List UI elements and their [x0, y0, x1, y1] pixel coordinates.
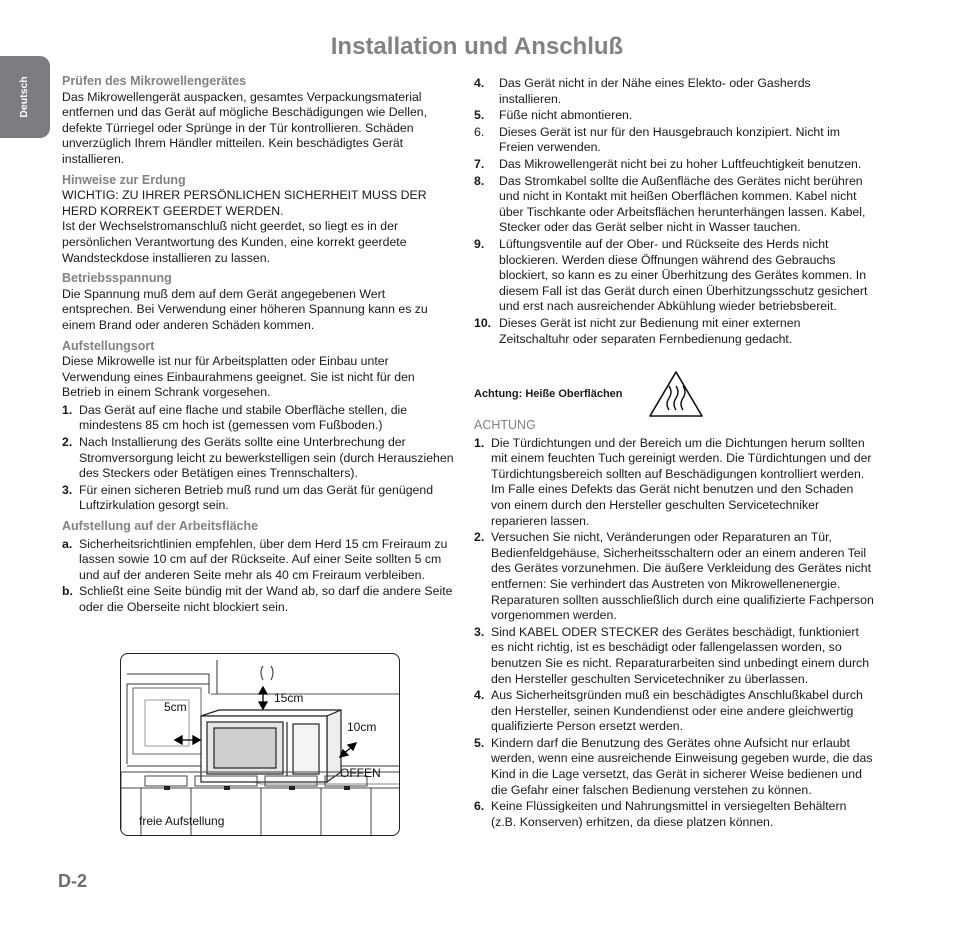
installation-illustration — [120, 653, 400, 836]
item-text: Das Gerät nicht in der Nähe eines Elekto- oder Gasherds installieren. — [499, 76, 811, 106]
page-title: Installation und Anschluß — [330, 33, 624, 60]
item-number: 7. — [474, 156, 485, 171]
offen-label: OFFEN — [340, 766, 381, 780]
section-heading: Aufstellung auf der Arbeitsfläche — [62, 519, 259, 534]
item-text: Für einen sicheren Betrieb muß rund um das Gerät für genügend Luftzirkulation gesorgt sein. — [79, 482, 434, 513]
list-item — [474, 436, 874, 530]
numbered-list — [474, 76, 874, 347]
section-text: Diese Mikrowelle ist nur für Arbeitsplatten oder Einbau unter Verwendung eines Einbaurahmens geeignet. Sie ist nicht für den Betrieb in einem Schrank vorgesehen. — [62, 354, 415, 400]
left-column — [62, 74, 457, 621]
item-text: Füße nicht abmontieren. — [499, 108, 633, 123]
item-number: 4. — [474, 688, 485, 703]
list-item — [474, 530, 874, 624]
item-number: b. — [62, 584, 73, 599]
item-text: Lüftungsventile auf der Ober- und Rückseite des Herds nicht blockieren. Werden diese Öffnungen während des Gebrauchs blockiert, so kann es zu einer Überhitzung des Gerätes kommen. In diesem Fall ist das Gerät durch einen Überhitzungsschutz gesichert und erst nach ausreichender Abkühlung wieder betriebsbereit. — [499, 236, 868, 314]
list-item — [62, 435, 457, 482]
hot-surface-warning — [474, 370, 679, 418]
item-number: 4. — [474, 76, 485, 90]
item-number: 2. — [474, 530, 485, 545]
achtung-heading: ACHTUNG — [474, 418, 536, 432]
item-text: Das Gerät auf eine flache und stabile Oberfläche stellen, die mindestens 85 cm hoch ist (gemessen vom Fußboden.) — [79, 402, 408, 433]
section-heading: Hinweise zur Erdung — [62, 172, 186, 187]
item-text: Nach Installierung des Geräts sollte eine Unterbrechung der Stromversorgung leicht zu bewerkstelligen sein (durch Herausziehen des Steckers oder Betätigen eines Trennschalters). — [79, 435, 454, 481]
language-tab — [0, 56, 50, 138]
item-text: Versuchen Sie nicht, Veränderungen oder Reparaturen an Tür, Bedienfeldgehäuse, Sicherheitsschaltern oder an einem anderen Teil des Gerätes vorzunehmen. Die äußere Verkleidung des Gerätes nicht entfernen: Sie verhindert das Austreten von Mikrowellenenergie. Reparaturen sollten ausschließlich durch eine qualifizierte Fachperson vorgenommen werden. — [491, 530, 874, 623]
clearance-5cm-label: 5cm — [164, 700, 187, 714]
section-heading: Betriebsspannung — [62, 271, 172, 286]
item-number: 5. — [474, 108, 485, 123]
item-text: Sind KABEL ODER STECKER des Gerätes beschädigt, funktioniert es nicht richtig, ist es beschädigt oder fallengelassen worden, so benutzen Sie es nicht. Reparaturarbeiten sind unbedingt einem durch den Hersteller geschulten Servicetechniker zu überlassen. — [491, 624, 870, 686]
section-text: Ist der Wechselstromanschluß nicht geerdet, so liegt es in der persönlichen Verantwortung des Kunden, eine korrekt geerdete Wandsteckdose installieren zu lassen. — [62, 219, 407, 265]
section-heading: Prüfen des Mikrowellengerätes — [62, 74, 247, 88]
list-item — [62, 483, 457, 514]
section-betriebsspannung — [62, 271, 457, 333]
item-text: Das Mikrowellengerät nicht bei zu hoher Luftfeuchtigkeit benutzen. — [499, 156, 862, 171]
section-arbeitsflaeche — [62, 519, 457, 616]
numbered-list — [62, 403, 457, 514]
list-item — [474, 108, 874, 124]
list-item — [474, 316, 874, 347]
numbered-list — [474, 436, 874, 831]
section-heading: Aufstellungsort — [62, 338, 155, 353]
item-number: 6. — [474, 799, 485, 814]
item-text: Aus Sicherheitsgründen muß ein beschädigtes Anschlußkabel durch den Hersteller, seinen Kundendienst oder eine andere gleichwertig qualifizierte Person ersetzt werden. — [491, 688, 863, 734]
page-number: D-2 — [58, 871, 88, 891]
item-number: a. — [62, 536, 73, 551]
section-erdung — [62, 173, 457, 267]
freie-aufstellung-label: freie Aufstellung — [139, 814, 225, 828]
language-tab-label: Deutsch — [18, 76, 31, 118]
list-item — [474, 157, 874, 173]
item-text: Schließt eine Seite bündig mit der Wand ab, so darf die andere Seite oder die Oberseite nicht blockiert sein. — [79, 584, 453, 614]
section-text: Die Spannung muß dem auf dem Gerät angegebenen Wert entsprechen. Bei Verwendung einer höheren Spannung kann es zu einem Brand oder anderen Schäden kommen. — [62, 286, 428, 332]
right-column — [474, 74, 874, 348]
item-number: 9. — [474, 236, 485, 251]
item-text: Dieses Gerät ist nicht zur Bedienung mit einer externen Zeitschaltuhr oder separaten Fernbedienung gedacht. — [499, 315, 801, 346]
item-text: Sicherheitsrichtlinien empfehlen, über dem Herd 15 cm Freiraum zu lassen sowie 10 cm auf der Rückseite. Auf einer Seite sollten 5 cm und auf der anderen Seite mehr als 40 cm Freiraum verbleiben. — [79, 536, 448, 582]
item-number: 3. — [62, 482, 73, 497]
item-number: 6. — [474, 124, 485, 139]
list-item — [62, 537, 457, 584]
kitchen-drawing — [121, 654, 399, 835]
item-number: 2. — [62, 435, 73, 450]
list-item — [474, 799, 874, 830]
clearance-15cm-label: 15cm — [274, 691, 304, 705]
achtung-section — [474, 418, 874, 831]
section-text: Das Mikrowellengerät auspacken, gesamtes Verpackungsmaterial entfernen und das Gerät auf mögliche Beschädigungen wie Dellen, defekte Türriegel oder Sprünge in der Tür kontrollieren. Schäden unverzüglich Ihrem Händler mitteilen. Kein beschädigtes Gerät installieren. — [62, 89, 428, 166]
section-pruefen — [62, 74, 457, 168]
item-text: Dieses Gerät ist nur für den Hausgebrauch konzipiert. Nicht im Freien verwenden. — [499, 124, 841, 155]
item-text: Die Türdichtungen und der Bereich um die Dichtungen herum sollten mit einem feuchten Tuch gereinigt werden. Die Türdichtungen und der Türdichtungsbereich sollten auf Beschädigungen kontrolliert werden. Im Falle eines Defekts das Gerät nicht benutzen und den Schaden von einem durch den Hersteller geschulten Servicetechniker reparieren lassen. — [491, 435, 872, 528]
item-number: 3. — [474, 624, 485, 639]
item-text: Kindern darf die Benutzung des Gerätes ohne Aufsicht nur erlaubt werden, wenn eine ausreichende Einweisung gegeben wurde, die das Kind in die Lage versetzt, das Gerät in sicherer Weise bedienen und die Gefahr einer falschen Bedienung verstehen zu können. — [491, 735, 873, 797]
warning-label: Achtung: Heiße Oberflächen — [474, 388, 623, 400]
list-item — [474, 736, 874, 798]
list-item — [474, 174, 874, 236]
item-text: Das Stromkabel sollte die Außenfläche des Gerätes nicht berühren und nicht in Kontakt mit heißen Oberflächen kommen. Kabel nicht über Tischkante oder Arbeitsflächen herunterhängen lassen. Kabel, Stecker oder das Gerät selber nicht in Wasser tauchen. — [499, 173, 866, 235]
lettered-list — [62, 537, 457, 616]
list-item — [474, 625, 874, 687]
clearance-10cm-label: 10cm — [347, 720, 377, 734]
item-number: 5. — [474, 735, 485, 750]
list-item — [62, 403, 457, 434]
list-item — [474, 688, 874, 735]
item-number: 1. — [62, 402, 73, 417]
section-aufstellungsort — [62, 339, 457, 515]
list-item — [474, 237, 874, 315]
section-text: WICHTIG: ZU IHRER PERSÖNLICHEN SICHERHEIT MUSS DER HERD KORREKT GEERDET WERDEN. — [62, 188, 427, 218]
item-number: 8. — [474, 173, 485, 188]
item-text: Keine Flüssigkeiten und Nahrungsmittel in versiegelten Behältern (z.B. Konserven) erhitzen, da diese platzen können. — [491, 799, 847, 829]
item-number: 10. — [474, 315, 492, 330]
list-item — [62, 584, 457, 615]
list-item — [474, 76, 874, 107]
list-item — [474, 125, 874, 156]
hot-surface-icon — [648, 370, 704, 418]
item-number: 1. — [474, 435, 485, 450]
